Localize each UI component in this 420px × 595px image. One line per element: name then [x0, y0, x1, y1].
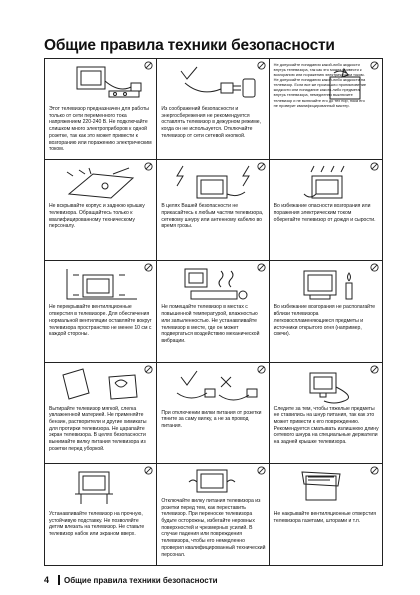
prohibited-icon: [370, 365, 379, 374]
safety-text: Во избежание опасности возгорания или поражения электрическим током оберегайте телевизор от дождя и сырости.: [273, 203, 376, 223]
page-footer: [44, 574, 218, 586]
prohibited-icon: [257, 162, 266, 171]
safety-cell-12: [270, 363, 382, 464]
cord-tripping-icon: [274, 367, 378, 405]
page-number: 4: [44, 575, 50, 585]
safety-text: В целях Вашей безопасности не прикасайтесь к любым частям телевизора, сетевому шнуру или антенному кабелю во время грозы.: [161, 203, 264, 230]
prohibited-icon: [370, 61, 379, 70]
prohibited-icon: [370, 466, 379, 475]
prohibited-icon: [144, 162, 153, 171]
safety-text: Вытирайте телевизор мягкой, слегка увлажненной материей. Не применяйте бензин, растворители и другие химикаты для протирки телевизора. Не царапайте экран телевизора. В целях безопасности вынимайте вилку питания телевизора из розетки перед уборкой.: [49, 405, 147, 452]
safety-text: Во избежание возгорания не располагайте вблизи телевизора легковоспламеняющиеся предметы и источники открытого огня (например, свечи).: [273, 304, 376, 338]
blocked-ventilation-icon: [49, 265, 153, 303]
safety-text: Отключайте вилку питания телевизора из розетки перед тем, как переставить телевизор. При переноске телевизора будьте осторожны, избегайте неровных поверхностей и чрезмерных усилий. В случае падения или повреждения телевизора, чтобы его немедленно проверил квалифицированный технический персонал.: [161, 497, 266, 558]
prohibited-icon: [144, 263, 153, 272]
footer-divider: [58, 575, 60, 585]
prohibited-icon: [257, 61, 266, 70]
safety-cell-3: [270, 59, 382, 160]
safety-cell-10: [45, 363, 157, 464]
power-plug-socket-icon: [161, 63, 265, 101]
safety-cell-4: [45, 160, 157, 261]
newspaper-cover-icon: [274, 468, 378, 506]
safety-text: Не допускайте попадания какой-либо жидкости внутрь телевизора, так как это может привести к возгоранию или поражению электрическим током. Не допускайте попадания какой-либо жидкости на телевизор. Если все же произошло проникновение жидкости или попадание какого-либо предмета внутрь телевизора, немедленно выключите телевизор и не включайте его до тех пор, пока его не проверит квалифицированный мастер.: [273, 62, 367, 108]
page-title: Общие правила техники безопасности: [44, 37, 335, 54]
prohibited-icon: [144, 466, 153, 475]
prohibited-icon: [144, 365, 153, 374]
prohibited-icon: [257, 466, 266, 475]
cloth-cleaning-icon: [49, 367, 153, 405]
safety-text: Из соображений безопасности и энергосбережения не рекомендуется оставлять телевизор в дежурном режиме, когда он не используется. Отключайте телевизор от сети сетевой кнопкой.: [161, 106, 262, 139]
candle-fire-icon: [274, 265, 378, 303]
safety-cell-1: [45, 59, 157, 160]
safety-text: Не перекрывайте вентиляционные отверстия в телевизоре. Для обеспечения нормальной вентиляции оставляйте вокруг телевизора пространство не менее 10 см с каждой стороны.: [49, 304, 152, 338]
safety-cell-14: [157, 464, 269, 565]
tv-plug-mains-icon: [49, 63, 153, 101]
safety-text: Не вскрывайте корпус и заднюю крышку телевизора. Обращайтесь только к квалифицированному техническому персоналу.: [49, 203, 145, 230]
safety-cell-6: [270, 160, 382, 261]
rain-tv-icon: [274, 164, 378, 202]
safety-cell-15: [270, 464, 382, 565]
prohibited-icon: [370, 263, 379, 272]
safety-cell-13: [45, 464, 157, 565]
prohibited-icon: [257, 263, 266, 272]
heat-vibration-icon: [161, 265, 265, 303]
safety-text: Не помещайте телевизор в местах с повышенной температурой, влажностью или запыленностью. Не устанавливайте телевизор в месте, где он может подвергаться воздействию механической вибрации.: [161, 304, 260, 344]
safety-text: Не накрывайте вентиляционные отверстия телевизора газетами, шторами и т.п.: [273, 510, 376, 524]
footer-title: Общие правила техники безопасности: [64, 575, 218, 585]
safety-text: Следите за тем, чтобы тяжелые предметы не ставились на шнур питания, так как это может привести к его повреждению. Рекомендуется сматывать излишнюю длину сетевого шнура на специальные держатели на задней крышке телевизора.: [273, 405, 379, 446]
safety-text: Устанавливайте телевизор на прочную, устойчивую подставку. Не позволяйте детям влезать на телевизор. Не ставьте телевизор набок или экраном вверх.: [49, 510, 145, 537]
safety-text: При отключении вилки питания от розетки тяните за саму вилку, а не за провод питания.: [161, 409, 262, 430]
tv-carry-icon: [161, 468, 265, 498]
open-back-cover-icon: [49, 164, 153, 202]
prohibited-icon: [257, 365, 266, 374]
lightning-antenna-icon: [161, 164, 265, 202]
safety-cell-7: [45, 261, 157, 362]
safety-cell-9: [270, 261, 382, 362]
safety-cell-2: [157, 59, 269, 160]
safety-grid: [44, 58, 383, 566]
unstable-stand-icon: [49, 468, 153, 506]
prohibited-icon: [370, 162, 379, 171]
safety-cell-11: [157, 363, 269, 464]
plug-pull-icon: [161, 367, 265, 405]
safety-cell-8: [157, 261, 269, 362]
safety-cell-5: [157, 160, 269, 261]
prohibited-icon: [144, 61, 153, 70]
safety-text: Этот телевизор предназначен для работы только от сети переменного тока напряжением 220-240 В. Не подключайте слишком много электроприборов к одной розетке, так как это может привести к возгоранию или поражению электрическим током.: [49, 106, 152, 153]
